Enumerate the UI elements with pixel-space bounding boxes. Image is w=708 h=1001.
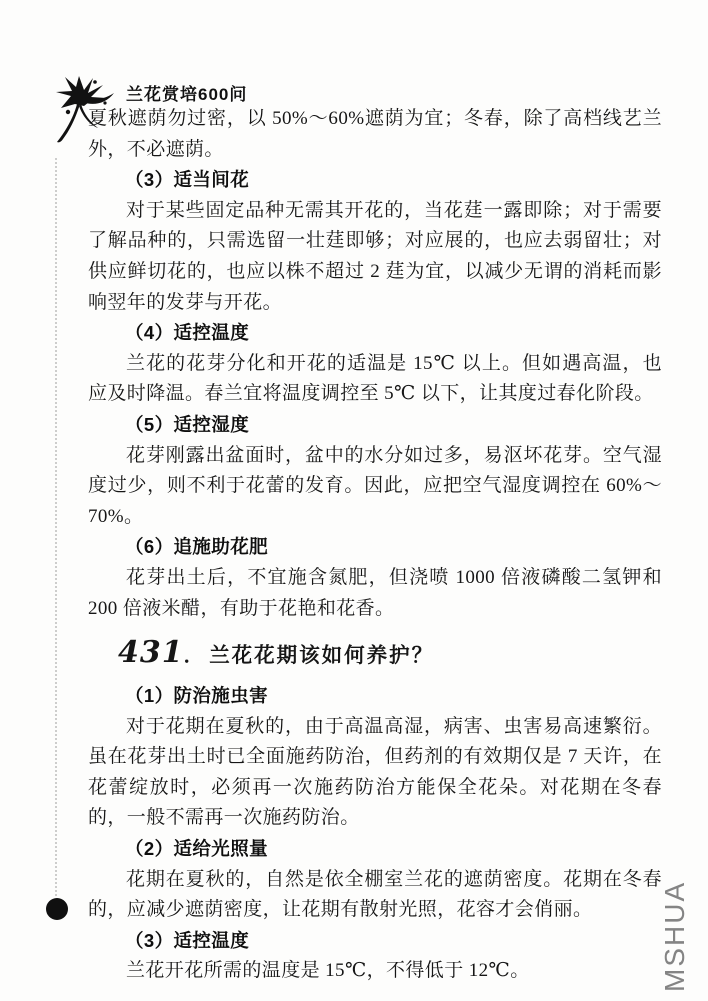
paragraph: 花芽刚露出盆面时，盆中的水分如过多，易沤坏花芽。空气湿度过少，则不利于花蕾的发育。因此，应把空气湿度调控在 60%～70%。 xyxy=(88,444,662,527)
black-dot-mark xyxy=(46,898,68,920)
question-separator: ． xyxy=(183,645,205,668)
subheading: （3）适控温度 xyxy=(125,929,250,951)
paragraph: 兰花开花所需的温度是 15℃，不得低于 12℃。 xyxy=(126,960,530,982)
watermark-text: MSHUA xyxy=(659,880,690,992)
subheading: （1）防治施虫害 xyxy=(125,685,268,707)
paragraph: 花期在夏秋的，自然是依全棚室兰花的遮荫密度。花期在冬春的，应减少遮荫密度，让花期有散射光照，花容才会俏丽。 xyxy=(88,868,662,921)
paragraph: 夏秋遮荫勿过密，以 50%～60%遮荫为宜；冬春，除了高档线艺兰外，不必遮荫。 xyxy=(88,108,662,160)
page-text-column xyxy=(88,104,662,987)
subheading: （2）适给光照量 xyxy=(125,838,268,860)
subheading: （4）适控温度 xyxy=(125,322,250,344)
paragraph: 对于某些固定品种无需其开花的，当花莛一露即除；对于需要了解品种的，只需选留一壮莛即够；对应展的，也应去弱留壮；对供应鲜切花的，也应以株不超过 2 莛为宜，以减少无谓的消耗而影响翌年的发芽与开花。 xyxy=(88,199,662,313)
question-heading xyxy=(118,635,662,675)
question-number: 431 xyxy=(118,635,184,671)
paragraph: 花芽出土后，不宜施含氮肥，但浇喷 1000 倍液磷酸二氢钾和 200 倍液米醋，有助于花艳和花香。 xyxy=(88,566,662,619)
paragraph: 兰花的花芽分化和开花的适温是 15℃ 以上。但如遇高温，也应及时降温。春兰宜将温度调控至 5℃ 以下，让其度过春化阶段。 xyxy=(88,352,662,405)
subheading: （5）适控湿度 xyxy=(125,413,250,435)
book-title: 兰花赏培600问 xyxy=(126,85,248,104)
subheading: （3）适当间花 xyxy=(125,169,250,191)
question-title: 兰花花期该如何养护？ xyxy=(209,644,435,668)
paragraph: 对于花期在夏秋的，由于高温高湿，病害、虫害易高速繁衍。虽在花芽出土时已全面施药防治，但药剂的有效期仅是 7 天许，在花蕾绽放时，必须再一次施药防治方能保全花朵。对花期在冬春的，一般不需再一次施药防治。 xyxy=(88,715,662,829)
binding-dotted-line xyxy=(55,158,57,896)
subheading: （6）追施助花肥 xyxy=(125,536,268,558)
